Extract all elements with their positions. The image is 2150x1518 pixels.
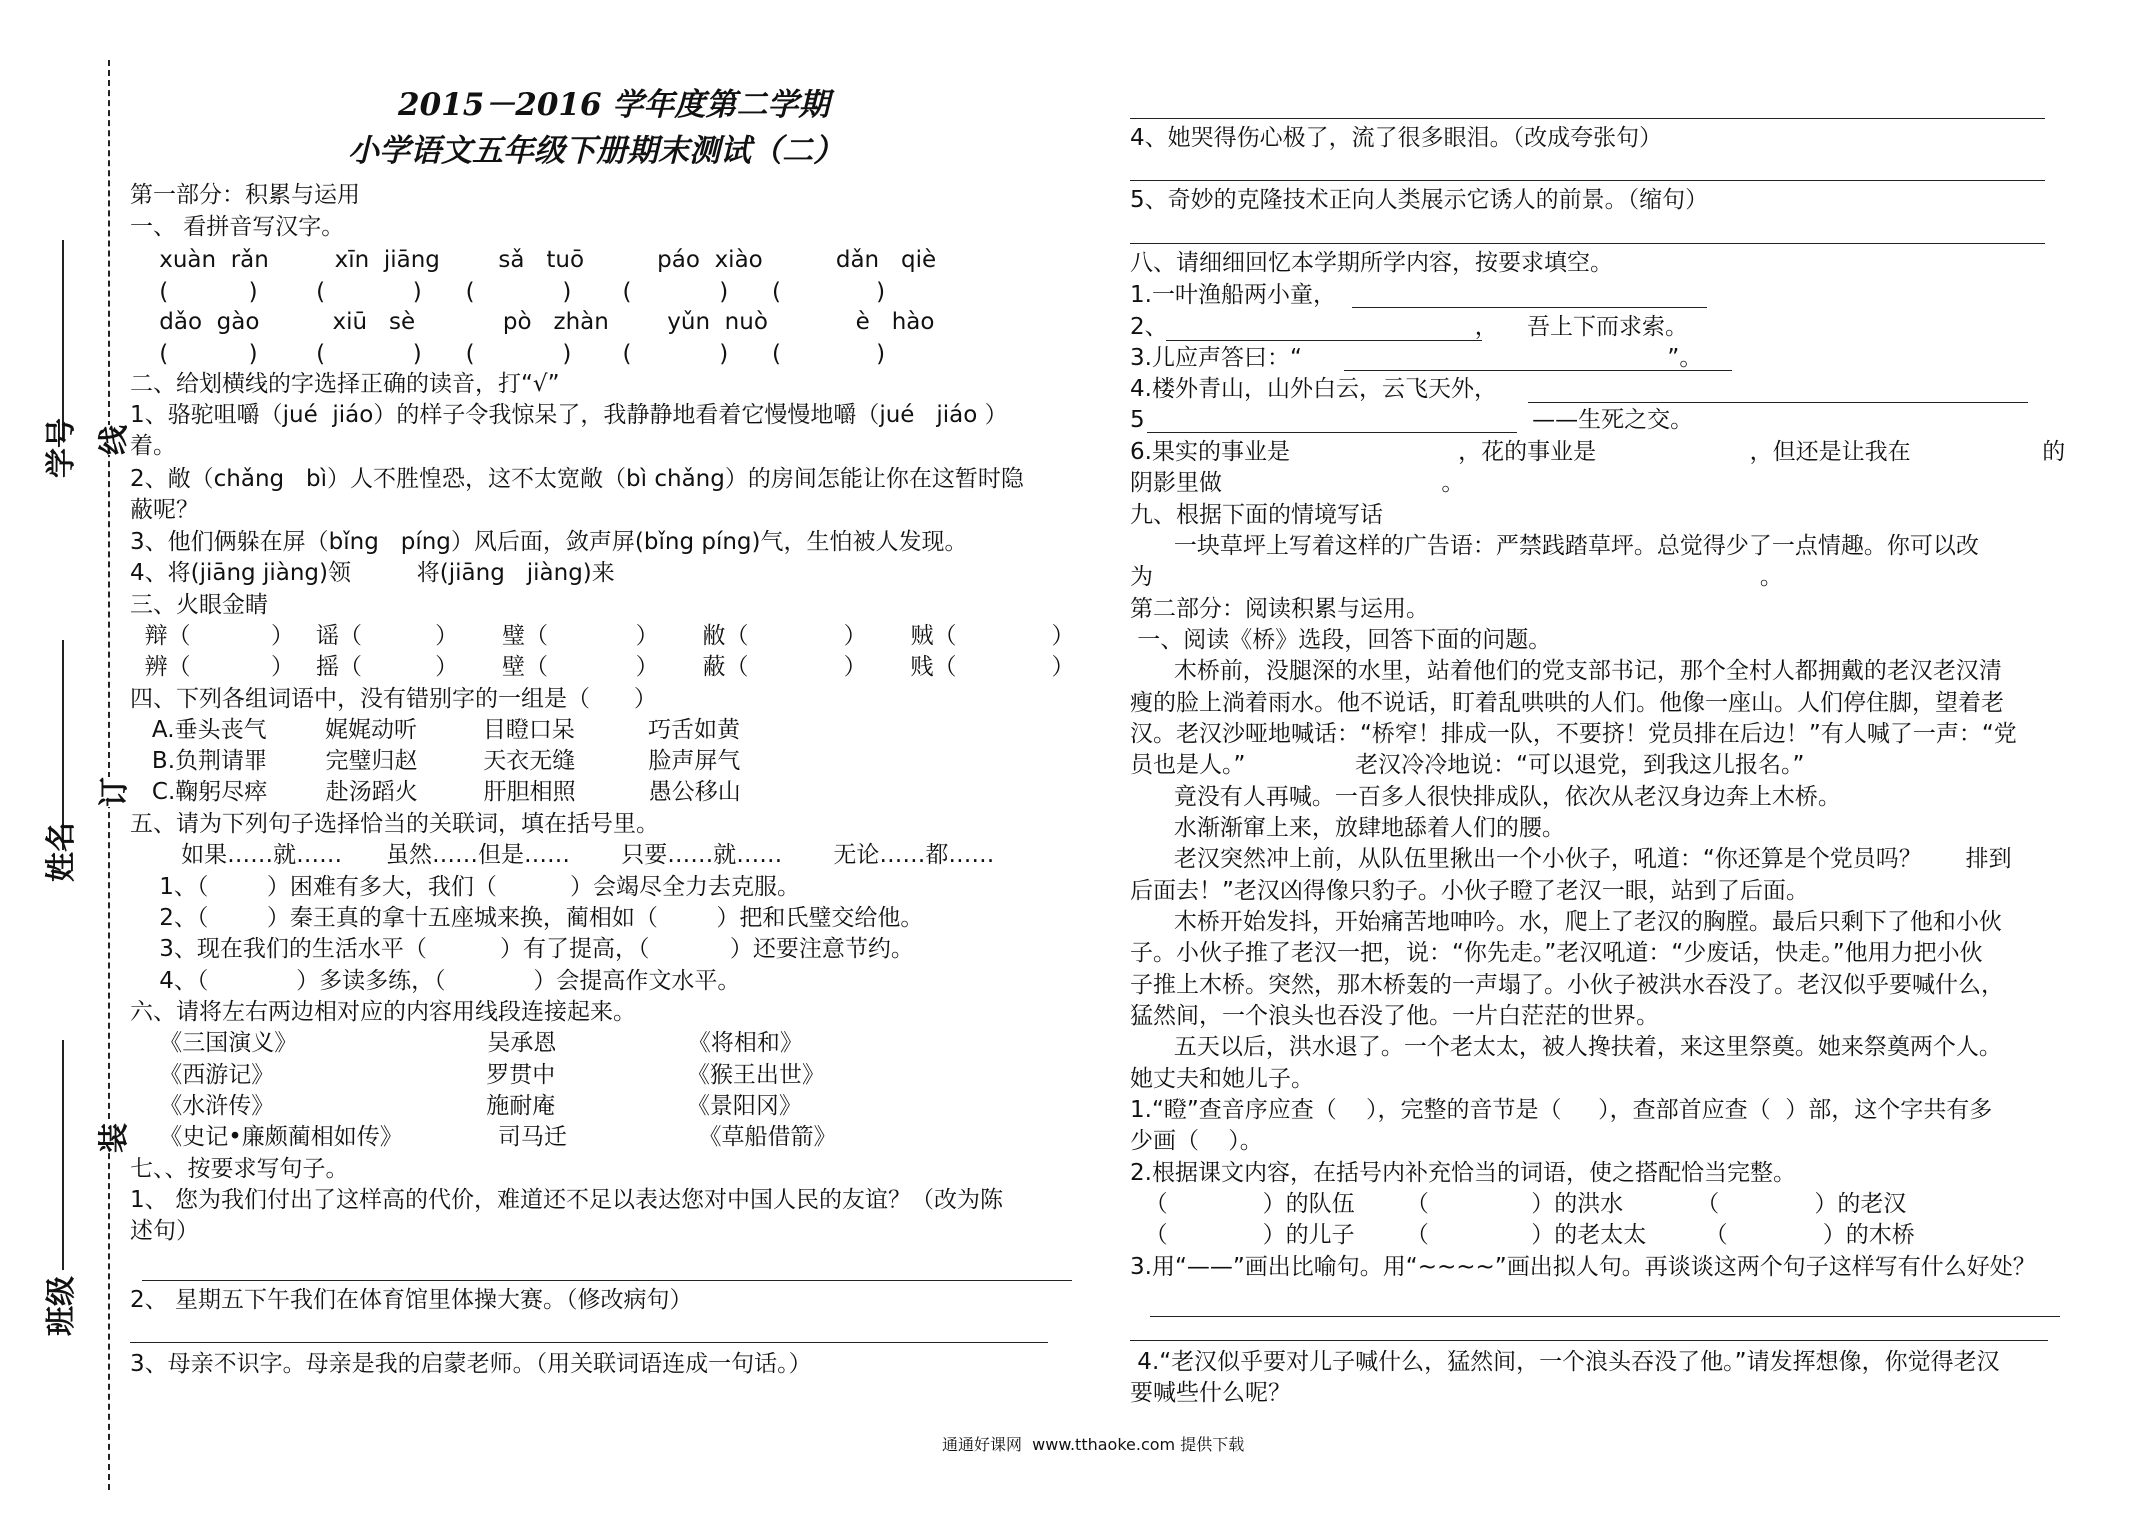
- text-line: 4.“老汉似乎要对儿子喊什么，猛然间，一个浪头吞没了他。”请发挥想像，你觉得老汉: [1130, 1349, 2000, 1375]
- answer-line[interactable]: [1352, 307, 1707, 308]
- student-name-fill-line: [62, 640, 64, 850]
- text-line: 2、 星期五下午我们在体育馆里体操大赛。（修改病句）: [130, 1287, 693, 1313]
- text-line: 子。小伙子推了老汉一把，说：“你先走。”老汉吼道：“少废话，快走。”他用力把小伙: [1130, 940, 1983, 966]
- text-line: 第一部分：积累与运用: [130, 182, 360, 208]
- text-line: 汉。老汉沙哑地喊话：“桥窄！排成一队，不要挤！党员排在后边！”有人喊了一声：“党: [1130, 721, 2017, 747]
- answer-line[interactable]: [1344, 370, 1732, 371]
- text-line: 2、 ， 吾上下而求索。: [1130, 314, 1688, 340]
- answer-line[interactable]: [1166, 340, 1482, 341]
- text-line: 《水浒传》 施耐庵 《景阳冈》: [130, 1093, 802, 1119]
- text-line: 4、她哭得伤心极了，流了很多眼泪。（改成夸张句）: [1130, 125, 1663, 151]
- exam-title-line2: 小学语文五年级下册期末测试（二）: [348, 133, 844, 169]
- text-line: 竟没有人再喊。一百多人很快排成队，依次从老汉身边奔上木桥。: [1130, 784, 1841, 810]
- text-line: 辩（ ） 谣（ ） 璧（ ） 敝（ ） 贼（ ）: [130, 623, 1075, 649]
- text-line: 她丈夫和她儿子。: [1130, 1066, 1314, 1092]
- text-line: 5、奇妙的克隆技术正向人类展示它诱人的前景。（缩句）: [1130, 187, 1709, 213]
- text-line: 五、请为下列句子选择恰当的关联词，填在括号里。: [130, 811, 659, 837]
- text-line: 1.一叶渔船两小童，: [1130, 282, 1336, 308]
- student-id-label: 学号: [44, 418, 79, 478]
- text-line: 4、（ ）多读多练，（ ）会提高作文水平。: [130, 968, 741, 994]
- text-line: 老汉突然冲上前，从队伍里揪出一个小伙子，吼道：“你还算是个党员吗？ 排到: [1130, 846, 2012, 872]
- text-line: 六、请将左右两边相对应的内容用线段连接起来。: [130, 999, 636, 1025]
- answer-line[interactable]: [1147, 432, 1517, 433]
- text-line: 述句）: [130, 1218, 199, 1244]
- text-line: 木桥开始发抖，开始痛苦地呻吟。水，爬上了老汉的胸膛。最后只剩下了他和小伙: [1130, 909, 2002, 935]
- text-line: 如果……就…… 虽然……但是…… 只要……就…… 无论……都……: [130, 842, 995, 868]
- text-line: 阴影里做 。: [1130, 470, 1465, 496]
- text-line: 猛然间，一个浪头也吞没了他。一片白茫茫的世界。: [1130, 1003, 1659, 1029]
- answer-line[interactable]: [1130, 118, 2045, 119]
- student-id-fill-line: [62, 240, 64, 440]
- footer-source: 通通好课网 www.tthaoke.com 提供下载: [942, 1435, 1245, 1454]
- text-line: 第二部分：阅读积累与运用。: [1130, 596, 1429, 622]
- text-line: 七、、按要求写句子。: [130, 1156, 349, 1182]
- answer-line[interactable]: [142, 1280, 1072, 1281]
- text-line: 1、骆驼咀嚼（jué jiáo）的样子令我惊呆了，我静静地看着它慢慢地嚼（jué jiáo ）: [130, 402, 1008, 428]
- text-line: 木桥前，没腿深的水里，站着他们的党支部书记，那个全村人都拥戴的老汉老汉清: [1130, 658, 2002, 684]
- exam-title-line1: 2015－2016 学年度第二学期: [398, 87, 830, 123]
- binding-dashed-line: [108, 60, 110, 1490]
- text-line: （ ）的儿子 （ ）的老太太 （ ）的木桥: [1130, 1222, 1915, 1248]
- text-line: 1、 您为我们付出了这样高的代价，难道还不足以表达您对中国人民的友谊？（改为陈: [130, 1187, 1003, 1213]
- text-line: 后面去！”老汉凶得像只豹子。小伙子瞪了老汉一眼，站到了后面。: [1130, 878, 1809, 904]
- answer-line[interactable]: [1130, 180, 2045, 181]
- student-name-label: 姓名: [44, 822, 79, 882]
- text-line: 3、母亲不识字。母亲是我的启蒙老师。（用关联词语连成一句话。）: [130, 1351, 812, 1377]
- text-line: 要喊些什么呢？: [1130, 1380, 1291, 1406]
- text-line: 四、下列各组词语中，没有错别字的一组是（ ）: [130, 686, 657, 712]
- text-line: 4、将(jiāng jiàng)领 将(jiāng jiàng)来: [130, 560, 615, 586]
- text-line: 九、根据下面的情境写话: [1130, 502, 1383, 528]
- class-fill-line: [62, 1040, 64, 1270]
- text-line: 瘦的脸上淌着雨水。他不说话，盯着乱哄哄的人们。他像一座山。人们停住脚，望着老: [1130, 690, 2004, 716]
- staple-mark-ding: 订: [89, 777, 133, 807]
- text-line: C.鞠躬尽瘁 赴汤蹈火 肝胆相照 愚公移山: [130, 779, 741, 805]
- text-line: 3.用“——”画出比喻句。用“~~~~”画出拟人句。再谈谈这两个句子这样写有什么好处？: [1130, 1254, 2036, 1280]
- text-line: 1、（ ）困难有多大，我们（ ）会竭尽全力去克服。: [130, 874, 800, 900]
- answer-line[interactable]: [1130, 243, 2045, 244]
- text-line: 八、请细细回忆本学期所学内容，按要求填空。: [1130, 250, 1613, 276]
- text-line: 3.儿应声答曰：“ ”。: [1130, 345, 1703, 371]
- text-line: 少画（ ）。: [1130, 1128, 1263, 1154]
- staple-mark-zhuang: 装: [89, 1123, 133, 1153]
- text-line: A.垂头丧气 娓娓动听 目瞪口呆 巧舌如黄: [130, 717, 740, 743]
- text-line: ( ) ( ) ( ) ( ) ( ): [130, 341, 886, 367]
- text-line: 《西游记》 罗贯中 《猴王出世》: [130, 1062, 825, 1088]
- text-line: 《三国演义》 吴承恩 《将相和》: [130, 1030, 803, 1056]
- text-line: 着。: [130, 433, 176, 459]
- text-line: 3、他们俩躲在屏（bǐng píng）风后面，敛声屏(bǐng píng)气，生怕被人发现。: [130, 529, 968, 555]
- text-line: 5 ——生死之交。: [1130, 407, 1694, 433]
- text-line: 2、（ ）秦王真的拿十五座城来换，蔺相如（ ）把和氏璧交给他。: [130, 905, 924, 931]
- text-line: 一、阅读《桥》选段，回答下面的问题。: [1130, 627, 1552, 653]
- answer-line[interactable]: [1528, 402, 2028, 403]
- text-line: ( ) ( ) ( ) ( ) ( ): [130, 279, 886, 305]
- text-line: 2.根据课文内容，在括号内补充恰当的词语，使之搭配恰当完整。: [1130, 1160, 1796, 1186]
- answer-line[interactable]: [1150, 1316, 2060, 1317]
- text-line: 2、敞（chǎng bì）人不胜惶恐，这不太宽敞（bì chǎng）的房间怎能让你在这暂时隐: [130, 466, 1024, 492]
- text-line: dǎo gào xiū sè pò zhàn yǔn nuò è hào: [130, 309, 935, 335]
- text-line: 一块草坪上写着这样的广告语：严禁践踏草坪。总觉得少了一点情趣。你可以改: [1130, 533, 1979, 559]
- text-line: 4.楼外青山，山外白云，云飞天外，: [1130, 376, 1497, 402]
- text-line: 为 。: [1130, 564, 1783, 590]
- text-line: xuàn rǎn xīn jiāng sǎ tuō páo xiào dǎn qiè: [130, 247, 937, 273]
- text-line: B.负荆请罪 完璧归赵 天衣无缝 脸声屏气: [130, 748, 741, 774]
- text-line: 员也是人。” 老汉冷冷地说：“可以退党，到我这儿报名。”: [1130, 752, 1805, 778]
- text-line: 一、 看拼音写汉字。: [130, 214, 345, 240]
- cut-line-mark: 线: [89, 425, 133, 455]
- text-line: 三、火眼金睛: [130, 592, 268, 618]
- text-line: 辨（ ） 摇（ ） 壁（ ） 蔽（ ） 贱（ ）: [130, 654, 1075, 680]
- text-line: 水渐渐窜上来，放肆地舔着人们的腰。: [1130, 815, 1565, 841]
- text-line: 《史记•廉颇蔺相如传》 司马迁 《草船借箭》: [130, 1124, 837, 1150]
- text-line: （ ）的队伍 （ ）的洪水 （ ）的老汉: [1130, 1191, 1907, 1217]
- text-line: 蔽呢？: [130, 497, 199, 523]
- text-line: 二、给划横线的字选择正确的读音，打“√”: [130, 371, 560, 397]
- text-line: 五天以后，洪水退了。一个老太太，被人搀扶着，来这里祭奠。她来祭奠两个人。: [1130, 1034, 2002, 1060]
- text-line: 6.果实的事业是 ，花的事业是 ，但还是让我在 的: [1130, 439, 2066, 465]
- answer-line[interactable]: [130, 1342, 1048, 1343]
- text-line: 子推上木桥。突然，那木桥轰的一声塌了。小伙子被洪水吞没了。老汉似乎要喊什么，: [1130, 972, 2004, 998]
- text-line: 1.“瞪”查音序应查（ ），完整的音节是（ ），查部首应查（ ）部，这个字共有多: [1130, 1097, 1993, 1123]
- class-label: 班级: [44, 1276, 79, 1336]
- text-line: 3、现在我们的生活水平（ ）有了提高，（ ）还要注意节约。: [130, 936, 914, 962]
- answer-line[interactable]: [1130, 1340, 2048, 1341]
